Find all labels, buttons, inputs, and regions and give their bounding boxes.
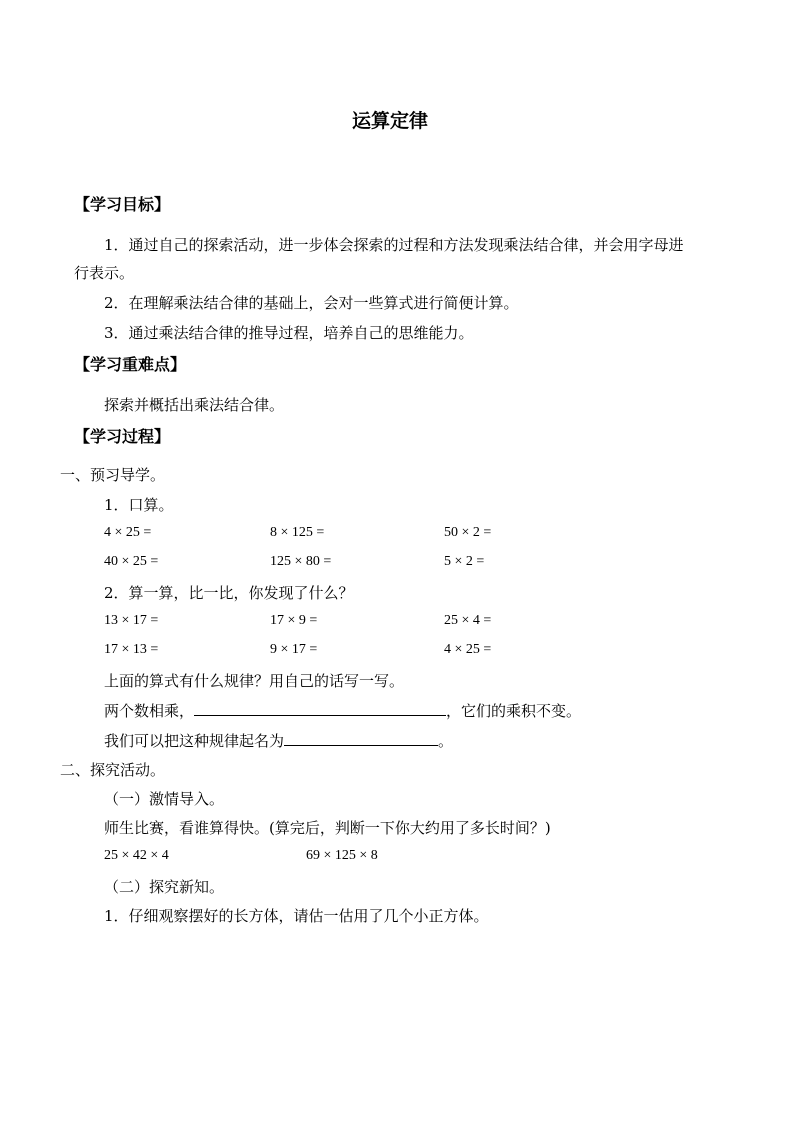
- calc-cell: 5 × 2 =: [444, 554, 485, 569]
- key-points-text: 探索并概括出乘法结合律。: [104, 396, 285, 414]
- subsection-1-title: （一）激情导入。: [104, 790, 225, 808]
- calc-cell: 8 × 125 =: [270, 525, 325, 540]
- process-heading: 【学习过程】: [74, 427, 171, 446]
- page-title: 运算定律: [352, 110, 429, 132]
- objective-1-line-2: 行表示。: [74, 264, 135, 282]
- calc-cell: 4 × 25 =: [104, 525, 152, 540]
- calc-cell: 17 × 9 =: [270, 613, 318, 628]
- subsection-2-title: （二）探究新知。: [104, 878, 225, 896]
- section-1-title: 一、预习导学。: [60, 466, 166, 484]
- calc-cell: 4 × 25 =: [444, 642, 492, 657]
- answer-blank-2[interactable]: [284, 731, 438, 746]
- key-points-heading: 【学习重难点】: [74, 355, 187, 374]
- fill-2-after: 。: [438, 732, 454, 750]
- race-expression-1: 25 × 42 × 4: [104, 848, 169, 863]
- calc-cell: 25 × 4 =: [444, 613, 492, 628]
- objectives-heading: 【学习目标】: [74, 195, 171, 214]
- question-2-title: 2．算一算，比一比，你发现了什么？: [104, 584, 354, 602]
- section-2-title: 二、探究活动。: [60, 761, 166, 779]
- race-expression-2: 69 × 125 × 8: [306, 848, 378, 863]
- calc-cell: 9 × 17 =: [270, 642, 318, 657]
- question-1-title: 1．口算。: [104, 496, 174, 514]
- subsection-2-question-1: 1．仔细观察摆好的长方体，请估一估用了几个小正方体。: [104, 907, 489, 925]
- objective-2: 2．在理解乘法结合律的基础上，会对一些算式进行简便计算。: [104, 294, 519, 312]
- objective-1-line-1: 1．通过自己的探索活动，进一步体会探索的过程和方法发现乘法结合律，并会用字母进: [104, 236, 684, 254]
- calc-cell: 13 × 17 =: [104, 613, 159, 628]
- calc-cell: 125 × 80 =: [270, 554, 332, 569]
- fill-2-before: 我们可以把这种规律起名为: [104, 732, 285, 750]
- calc-cell: 40 × 25 =: [104, 554, 159, 569]
- answer-blank-1[interactable]: [194, 701, 446, 716]
- calc-cell: 17 × 13 =: [104, 642, 159, 657]
- fill-blank-line-1: [104, 700, 581, 721]
- fill-1-after: ，它们的乘积不变。: [446, 702, 582, 720]
- rule-prompt: 上面的算式有什么规律？用自己的话写一写。: [104, 672, 405, 690]
- fill-blank-line-2: [104, 730, 453, 751]
- objective-3: 3．通过乘法结合律的推导过程，培养自己的思维能力。: [104, 324, 474, 342]
- fill-1-before: 两个数相乘，: [104, 702, 195, 720]
- calc-cell: 50 × 2 =: [444, 525, 492, 540]
- subsection-1-text: 师生比赛，看谁算得快。(算完后，判断一下你大约用了多长时间？): [104, 819, 551, 837]
